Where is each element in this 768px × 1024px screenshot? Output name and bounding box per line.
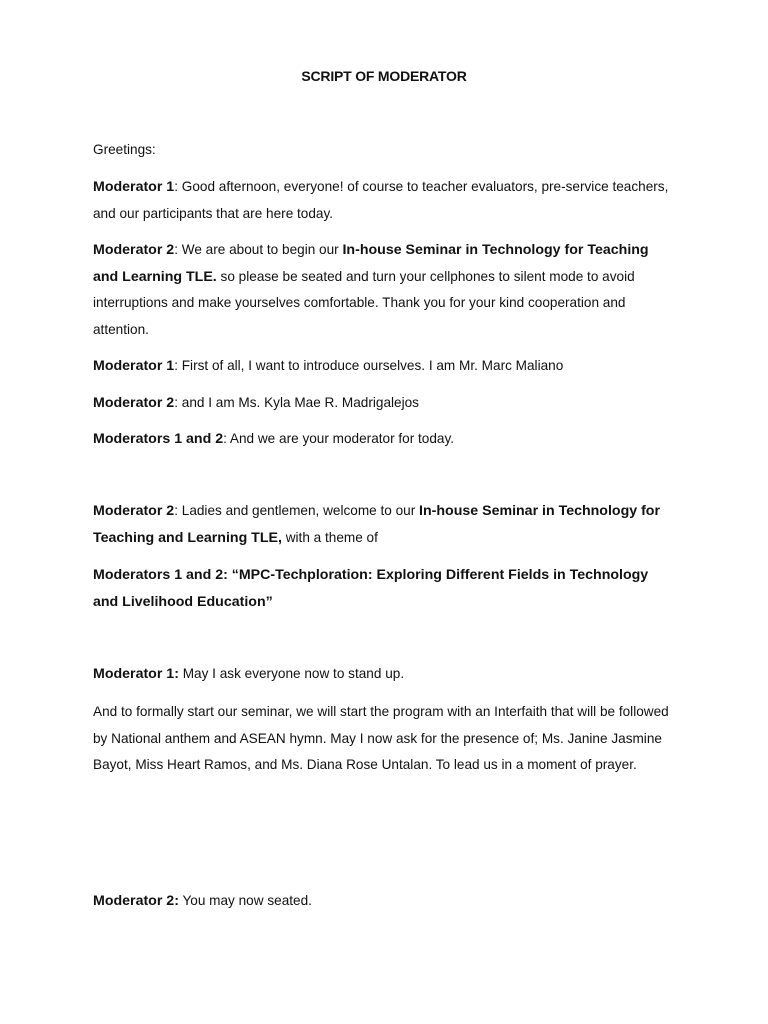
paragraph-text: You may now seated. (178, 893, 312, 908)
speaker-label: Moderator 1 (93, 179, 175, 195)
paragraph-text: : And we are your moderator for today. (223, 431, 455, 446)
paragraph-text: : and I am Ms. Kyla Mae R. Madrigalejos (174, 395, 419, 410)
speaker-label: Moderators 1 and 2 (93, 567, 224, 583)
paragraph-moderator-1-welcome (93, 174, 673, 227)
theme-text: : “MPC-Techploration: Exploring Different Fields in Technology and Livelihood Education” (93, 567, 649, 610)
speaker-label: Moderator 1: (93, 666, 179, 682)
speaker-label: Moderator 2: (93, 893, 179, 909)
document-title: SCRIPT OF MODERATOR (301, 68, 467, 84)
seminar-title-emphasis: In-house Seminar in Technology for Teaching and Learning TLE, (93, 503, 660, 546)
paragraph-moderators-both (93, 426, 673, 453)
speaker-label: Moderator 2 (93, 242, 175, 258)
speaker-label: Moderators 1 and 2 (93, 431, 224, 447)
seminar-title-emphasis: In-house Seminar in Technology for Teaching and Learning TLE. (93, 242, 649, 285)
speaker-label: Moderator 2 (93, 395, 175, 411)
speaker-label: Moderator 1 (93, 358, 175, 374)
speaker-label: Moderator 2 (93, 503, 175, 519)
greeting-text: Greetings: (93, 142, 156, 157)
paragraph-text: : Good afternoon, everyone! of course to teacher evaluators, pre-service teachers, and our participants that are here today. (93, 179, 669, 221)
paragraph-moderator-2-intro (93, 237, 673, 343)
paragraph-text: with a theme of (281, 529, 378, 545)
paragraph-theme (93, 562, 673, 615)
paragraph-moderator-2-welcome (93, 498, 673, 551)
paragraph-moderator-1-stand (93, 661, 673, 688)
paragraph-moderator-2-name (93, 390, 673, 417)
paragraph-program-start (93, 699, 673, 779)
paragraph-moderator-2-seated (93, 888, 673, 915)
paragraph-moderator-1-introduce (93, 353, 673, 380)
paragraph-text: : We are about to begin our (174, 242, 343, 257)
paragraph-text: May I ask everyone now to stand up. (178, 666, 405, 681)
greeting-paragraph (93, 137, 673, 164)
paragraph-text: : First of all, I want to introduce ourselves. I am Mr. Marc Maliano (174, 358, 564, 373)
paragraph-text: And to formally start our seminar, we will start the program with an Interfaith that will be followed by National anthem and ASEAN hymn. May I now ask for the presence of; Ms. Janine Jasmine Bayot, Miss Heart Ramos, and Ms. Diana Rose Untalan. To lead us in a moment of prayer. (93, 704, 669, 773)
paragraph-text: so please be seated and turn your cellphones to silent mode to avoid interruptions and make yourselves comfortable. Thank you for your kind cooperation and attention. (93, 268, 635, 337)
paragraph-text: : Ladies and gentlemen, welcome to our (174, 503, 420, 518)
